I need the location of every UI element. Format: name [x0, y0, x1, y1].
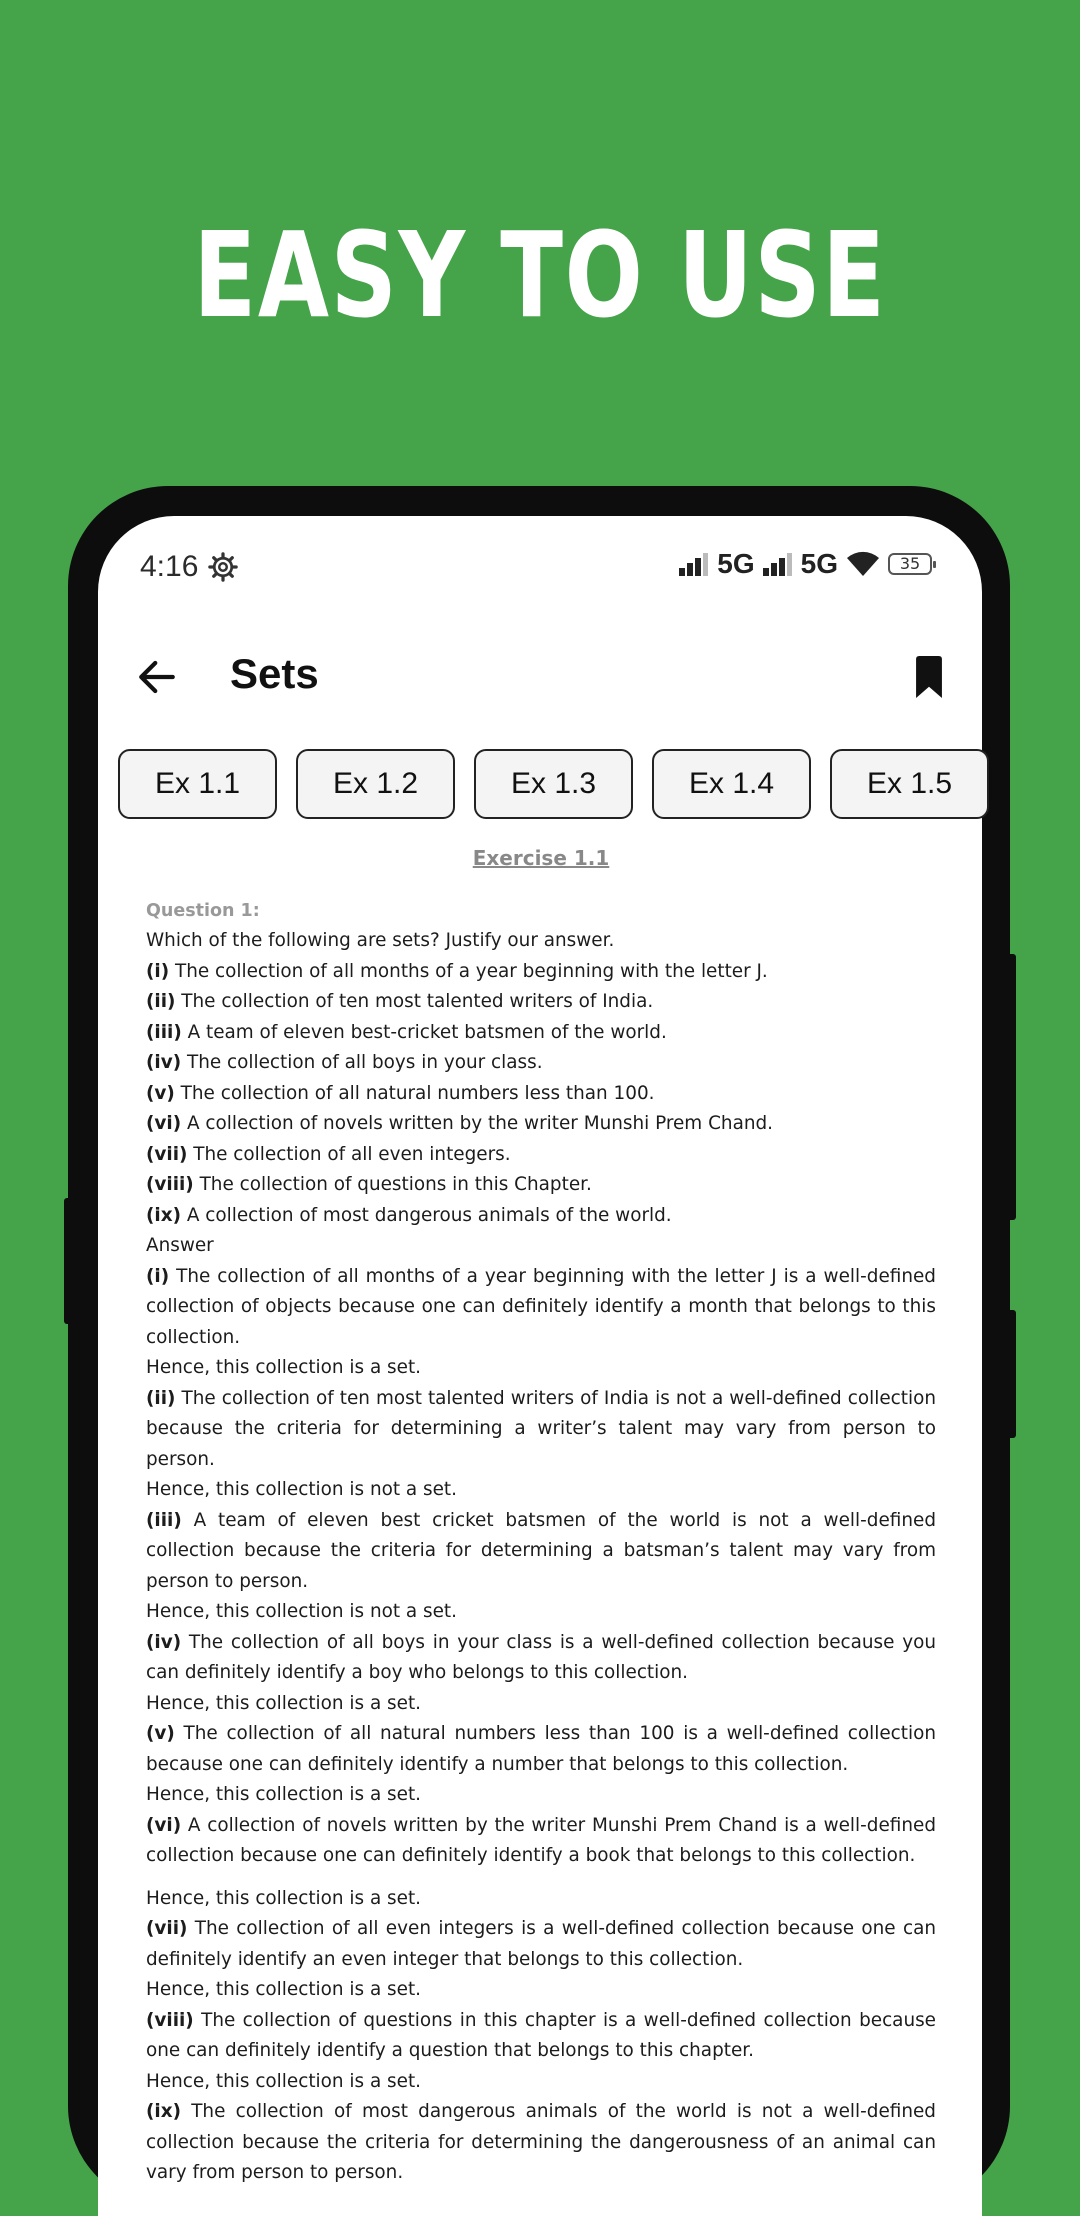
question-item: [146, 987, 936, 1018]
item-number: (ii): [146, 991, 176, 1012]
item-text: The collection of all natural numbers less than 100.: [174, 1082, 655, 1104]
answer-text: The collection of questions in this chapter is a well-defined collection because one can definitely identify a question that belongs to this chapter.: [146, 2009, 936, 2061]
question-item: [146, 1170, 936, 1201]
answer-conclusion: Hence, this collection is a set.: [146, 1357, 422, 1378]
signal-icon: [763, 552, 793, 576]
exercise-title: Exercise 1.1: [472, 846, 610, 870]
item-number: (iii): [146, 1021, 182, 1043]
item-text: The collection of all even integers.: [187, 1143, 511, 1165]
question-item: [146, 1201, 936, 1232]
answer-label: Answer: [146, 1235, 214, 1256]
status-icons: [679, 548, 932, 580]
item-number: (vii): [146, 1143, 188, 1165]
item-text: The collection of ten most talented writers of India.: [175, 991, 654, 1012]
item-number: (v): [146, 1082, 175, 1104]
item-text: A collection of most dangerous animals of the world.: [180, 1204, 672, 1226]
tab-ex-1-3[interactable]: Ex 1.3: [474, 749, 633, 819]
item-number: (i): [146, 960, 170, 982]
app-bar: [98, 616, 982, 736]
phone-screen: [98, 516, 982, 2216]
question-text: Which of the following are sets? Justify our answer.: [146, 930, 615, 951]
answer-item: [146, 1811, 936, 1872]
answer-text: The collection of all boys in your class is a well-defined collection because you can definitely identify a boy who belongs to this collection.: [146, 1631, 936, 1683]
item-text: The collection of all boys in your class.: [181, 1052, 543, 1073]
exercise-content: [146, 840, 936, 2189]
answer-text: The collection of ten most talented writers of India is not a well-defined collection because the criteria for determining a writer’s talent may vary from person to person.: [146, 1387, 936, 1470]
answer-number: (viii): [146, 2009, 194, 2031]
tab-ex-1-1[interactable]: Ex 1.1: [118, 749, 277, 819]
tab-ex-1-2[interactable]: Ex 1.2: [296, 749, 455, 819]
answer-item: [146, 1719, 936, 1780]
answer-text: The collection of all even integers is a well-defined collection because one can definitely identify an even integer that belongs to this collection.: [146, 1918, 936, 1970]
answer-conclusion: Hence, this collection is a set.: [146, 2070, 422, 2092]
item-number: (viii): [146, 1174, 194, 1195]
answer-number: (i): [146, 1265, 170, 1287]
answer-item: [146, 2006, 936, 2067]
answer-conclusion: Hence, this collection is a set.: [146, 1887, 422, 1909]
bookmark-icon[interactable]: [912, 656, 946, 698]
item-text: A team of eleven best-cricket batsmen of the world.: [181, 1021, 667, 1043]
item-number: (vi): [146, 1113, 182, 1134]
item-number: (iv): [146, 1052, 182, 1073]
answer-conclusion: Hence, this collection is a set.: [146, 1692, 422, 1714]
answer-number: (iv): [146, 1631, 182, 1653]
question-item: [146, 1018, 936, 1049]
answer-text: The collection of all natural numbers less than 100 is a well-defined collection because one can definitely identify a number that belongs to this collection.: [146, 1723, 936, 1775]
item-text: The collection of all months of a year beginning with the letter J.: [169, 960, 768, 982]
answer-number: (vii): [146, 1918, 188, 1939]
answer-conclusion: Hence, this collection is a set.: [146, 1979, 422, 2000]
page-title: Sets: [230, 650, 319, 697]
network-type-1: 5G: [717, 548, 755, 579]
question-item: [146, 1079, 936, 1110]
answer-text: A team of eleven best cricket batsmen of the world is not a well-defined collection because the criteria for determining a batsman’s talent may vary from person to person.: [146, 1509, 936, 1592]
back-arrow-icon[interactable]: [136, 656, 178, 698]
answer-text: The collection of all months of a year beginning with the letter J is a well-defined collection of objects because one can definitely identify a month that belongs to this collection.: [146, 1265, 936, 1348]
answer-item: [146, 1506, 936, 1598]
headline: EASY TO USE: [193, 206, 887, 344]
answer-item: [146, 2097, 936, 2189]
answer-item: [146, 1628, 936, 1689]
item-text: A collection of novels written by the writer Munshi Prem Chand.: [181, 1113, 774, 1134]
item-text: The collection of questions in this Chapter.: [193, 1174, 592, 1195]
tab-ex-1-4[interactable]: Ex 1.4: [652, 749, 811, 819]
answer-number: (v): [146, 1723, 175, 1744]
wifi-icon: [846, 551, 880, 577]
answer-text: The collection of most dangerous animals of the world is not a well-defined collection because the criteria for determining the dangerousness of an animal can vary from person to person.: [146, 2101, 936, 2183]
question-item: [146, 1109, 936, 1140]
question-title: Question 1:: [146, 901, 260, 921]
question-item: [146, 957, 936, 988]
answer-conclusion: Hence, this collection is not a set.: [146, 1601, 457, 1622]
exercise-tabs: [118, 749, 989, 819]
answer-number: (ii): [146, 1387, 176, 1409]
question-item: [146, 1048, 936, 1079]
status-time: 4:16: [140, 550, 199, 583]
answer-item: [146, 1914, 936, 1975]
settings-gear-icon: [208, 552, 238, 582]
answer-conclusion: Hence, this collection is not a set.: [146, 1479, 457, 1500]
question-item: [146, 1140, 936, 1171]
battery-icon: 35: [888, 553, 932, 575]
signal-icon: [679, 552, 709, 576]
answer-item: [146, 1384, 936, 1476]
answer-number: (ix): [146, 2101, 181, 2122]
answer-number: (vi): [146, 1814, 182, 1836]
answer-text: A collection of novels written by the writer Munshi Prem Chand is a well-defined collection because one can definitely identify a book that belongs to this collection.: [146, 1814, 936, 1866]
status-bar: [98, 516, 982, 616]
network-type-2: 5G: [800, 548, 838, 579]
answer-conclusion: Hence, this collection is a set.: [146, 1784, 422, 1805]
answer-number: (iii): [146, 1509, 182, 1531]
item-number: (ix): [146, 1204, 181, 1226]
tab-ex-1-5[interactable]: Ex 1.5: [830, 749, 989, 819]
answer-item: [146, 1262, 936, 1354]
